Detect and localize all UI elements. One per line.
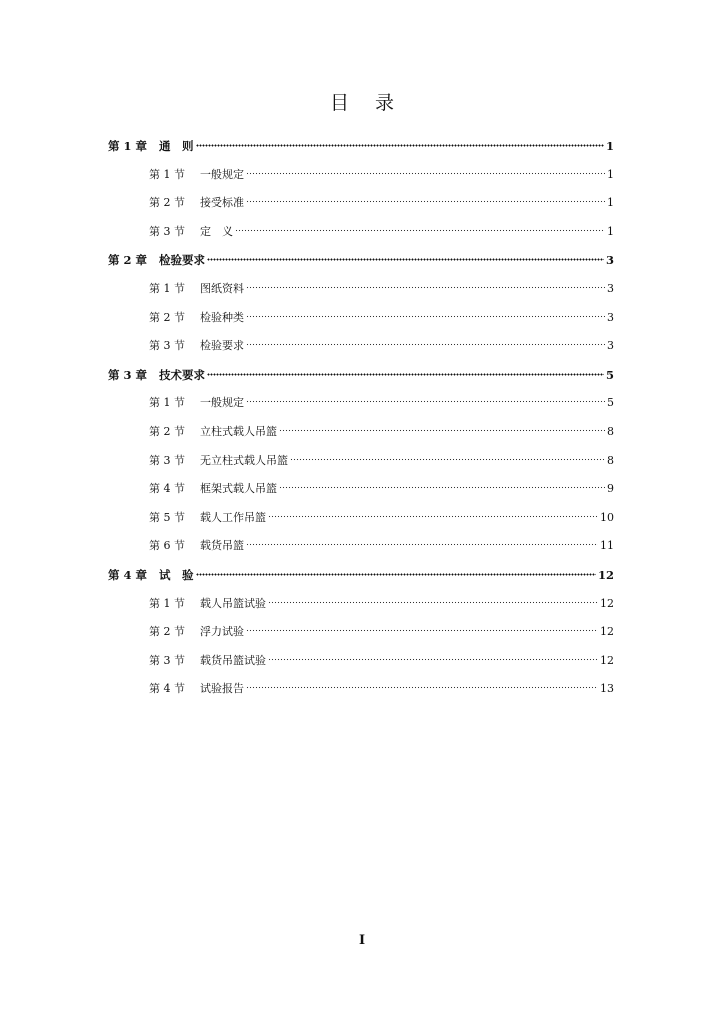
toc-section-entry[interactable] xyxy=(108,675,614,704)
toc-entry-label: 载货吊篮 xyxy=(200,539,244,553)
toc-entry-number: 第 2 节 xyxy=(149,625,185,639)
toc-entry-number: 第 2 章 xyxy=(108,253,148,268)
toc-entry-page: 1 xyxy=(607,167,614,181)
toc-entry-label: 试 验 xyxy=(159,567,194,582)
toc-entry-number: 第 2 节 xyxy=(149,424,185,438)
toc-dot-leader xyxy=(279,483,605,489)
toc-entry-label: 无立柱式载人吊篮 xyxy=(200,453,288,467)
toc-entry-page: 12 xyxy=(600,596,614,610)
toc-section-entry[interactable] xyxy=(108,590,614,619)
toc-entry-label: 试验报告 xyxy=(200,682,244,696)
toc-section-entry[interactable] xyxy=(108,332,614,361)
toc-entry-number: 第 1 节 xyxy=(149,167,185,181)
toc-section-entry[interactable] xyxy=(108,161,614,190)
toc-entry-number: 第 4 节 xyxy=(149,482,185,496)
toc-entry-page: 8 xyxy=(607,424,614,438)
toc-entry-page: 3 xyxy=(607,339,614,353)
toc-section-entry[interactable] xyxy=(108,418,614,447)
toc-section-entry[interactable] xyxy=(108,532,614,561)
toc-section-entry[interactable] xyxy=(108,618,614,647)
toc-entry-label: 定 义 xyxy=(200,224,233,238)
toc-dot-leader xyxy=(246,340,605,346)
toc-chapter-entry[interactable] xyxy=(108,246,614,275)
toc-dot-leader xyxy=(246,397,605,403)
toc-dot-leader xyxy=(279,426,605,432)
toc-entry-label: 检验要求 xyxy=(159,253,205,268)
toc-entry-page: 1 xyxy=(607,224,614,238)
toc-entry-number: 第 4 章 xyxy=(108,567,148,582)
title-char-1: 目 xyxy=(329,92,349,114)
toc-chapter-entry[interactable] xyxy=(108,561,614,590)
toc-entry-label: 通 则 xyxy=(159,139,194,153)
toc-entry-label: 一般规定 xyxy=(200,396,244,410)
toc-entry-label: 图纸资料 xyxy=(200,281,244,295)
toc-entry-label: 一般规定 xyxy=(200,167,244,181)
toc-entry-label: 检验要求 xyxy=(200,339,244,353)
toc-entry-number: 第 3 节 xyxy=(149,453,185,467)
toc-entry-page: 5 xyxy=(605,367,614,382)
toc-section-entry[interactable] xyxy=(108,275,614,304)
toc-dot-leader xyxy=(207,255,604,261)
toc-entry-page: 3 xyxy=(607,281,614,295)
toc-entry-number: 第 1 节 xyxy=(149,396,185,410)
toc-entry-page: 1 xyxy=(605,139,614,153)
toc-entry-number: 第 3 节 xyxy=(149,224,185,238)
toc-chapter-entry[interactable] xyxy=(108,361,614,390)
toc-section-entry[interactable] xyxy=(108,447,614,476)
toc-entry-label: 立柱式载人吊篮 xyxy=(200,424,277,438)
toc-section-entry[interactable] xyxy=(108,647,614,676)
toc-entry-number: 第 1 节 xyxy=(149,281,185,295)
toc-section-entry[interactable] xyxy=(108,304,614,333)
toc-entry-label: 接受标准 xyxy=(200,196,244,210)
toc-dot-leader xyxy=(246,197,605,203)
toc-entry-page: 1 xyxy=(607,196,614,210)
toc-dot-leader xyxy=(268,655,598,661)
toc-entry-number: 第 5 节 xyxy=(149,510,185,524)
toc-entry-number: 第 2 节 xyxy=(149,310,185,324)
toc-entry-number: 第 1 章 xyxy=(108,139,148,153)
toc-entry-label: 检验种类 xyxy=(200,310,244,324)
toc-section-entry[interactable] xyxy=(108,389,614,418)
toc-dot-leader xyxy=(207,370,604,376)
toc-dot-leader xyxy=(196,570,596,576)
toc-dot-leader xyxy=(246,283,605,289)
footer-page-number: I xyxy=(358,933,366,948)
toc-dot-leader xyxy=(246,540,598,546)
toc-dot-leader xyxy=(268,512,598,518)
toc-section-entry[interactable] xyxy=(108,475,614,504)
toc-entry-page: 12 xyxy=(597,567,614,582)
toc-entry-page: 11 xyxy=(600,539,614,553)
toc-entry-number: 第 3 节 xyxy=(149,653,185,667)
toc-entry-number: 第 3 节 xyxy=(149,339,185,353)
title-char-2: 录 xyxy=(375,92,395,114)
toc-dot-leader xyxy=(246,312,605,318)
toc-entry-page: 12 xyxy=(600,653,614,667)
toc-dot-leader xyxy=(246,169,605,175)
toc-entry-label: 载人工作吊篮 xyxy=(200,510,266,524)
toc-entry-page: 10 xyxy=(600,510,614,524)
toc-dot-leader xyxy=(196,141,604,147)
toc-entry-page: 8 xyxy=(607,453,614,467)
toc-entry-page: 13 xyxy=(600,682,614,696)
toc-entry-number: 第 2 节 xyxy=(149,196,185,210)
toc-entry-label: 浮力试验 xyxy=(200,625,244,639)
toc-entry-page: 9 xyxy=(607,482,614,496)
toc-entry-page: 5 xyxy=(607,396,614,410)
toc-entry-page: 3 xyxy=(607,310,614,324)
toc-section-entry[interactable] xyxy=(108,504,614,533)
toc-entry-page: 12 xyxy=(600,625,614,639)
toc-entry-label: 框架式载人吊篮 xyxy=(200,482,277,496)
toc-dot-leader xyxy=(246,626,598,632)
toc-entry-label: 载人吊篮试验 xyxy=(200,596,266,610)
table-of-contents xyxy=(108,132,614,704)
toc-entry-number: 第 1 节 xyxy=(149,596,185,610)
toc-section-entry[interactable] xyxy=(108,218,614,247)
page-title xyxy=(0,88,724,115)
toc-dot-leader xyxy=(235,226,605,232)
toc-entry-label: 载货吊篮试验 xyxy=(200,653,266,667)
toc-entry-number: 第 6 节 xyxy=(149,539,185,553)
toc-entry-page: 3 xyxy=(605,253,614,268)
toc-entry-number: 第 3 章 xyxy=(108,367,148,382)
toc-section-entry[interactable] xyxy=(108,189,614,218)
toc-entry-number: 第 4 节 xyxy=(149,682,185,696)
toc-dot-leader xyxy=(290,455,605,461)
toc-entry-label: 技术要求 xyxy=(159,367,205,382)
toc-chapter-entry[interactable] xyxy=(108,132,614,161)
toc-dot-leader xyxy=(246,683,598,689)
toc-dot-leader xyxy=(268,598,598,604)
